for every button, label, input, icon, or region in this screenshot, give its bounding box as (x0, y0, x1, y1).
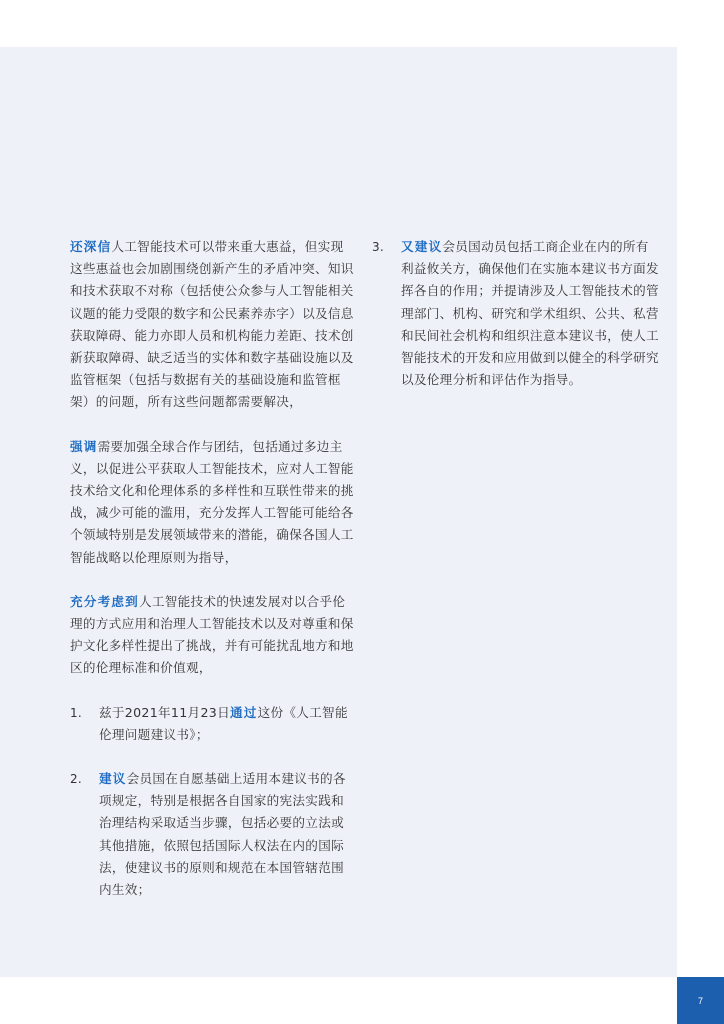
numbered-item (70, 768, 356, 901)
item-number: 3. (372, 240, 385, 254)
item-text: 这份《人工智能伦理问题建议书》； (99, 704, 348, 742)
paragraph (70, 236, 356, 414)
paragraph-text: 需要加强全球合作与团结，包括通过多边主义，以促进公平获取人工智能技术，应对人工智能技术给文化和伦理体系的多样性和互联性带来的挑战，减少可能的滥用，充分发挥人工智能可能给各个领域特别是发展领域带来的潜能，确保各国人工智能战略以伦理原则为指导， (70, 438, 354, 565)
item-number: 1. (70, 705, 83, 720)
keyword: 强调 (70, 438, 98, 454)
paragraph (70, 591, 356, 680)
left-column (70, 236, 356, 923)
item-number: 2. (70, 772, 83, 787)
page-number-tab (677, 977, 724, 1024)
right-column (372, 236, 660, 413)
keyword: 通过 (229, 704, 258, 720)
keyword: 建议 (99, 771, 127, 787)
paragraph (70, 436, 356, 569)
item-text: 会员国在自愿基础上适用本建议书的各项规定，特别是根据各自国家的宪法实践和治理结构采取适当步骤，包括必要的立法或其他措施，依照包括国际人权法在内的国际法，使建议书的原则和规范在本国管辖范围内生效； (99, 771, 346, 898)
item-text: 会员国动员包括工商企业在内的所有利益攸关方，确保他们在实施本建议书方面发挥各自的作用；并提请涉及人工智能技术的管理部门、机构、研究和学术组织、公共、私营和民间社会机构和组织注意本建议书，使人工智能技术的开发和应用做到以健全的科学研究以及伦理分析和评估作为指导。 (401, 239, 659, 388)
paragraph-text: 人工智能技术的快速发展对以合乎伦理的方式应用和治理人工智能技术以及对尊重和保护文化多样性提出了挑战，并有可能扰乱地方和地区的伦理标准和价值观， (70, 593, 354, 676)
paragraph-text: 人工智能技术可以带来重大惠益，但实现这些惠益也会加剧围绕创新产生的矛盾冲突、知识和技术获取不对称（包括使公众参与人工智能相关议题的能力受限的数字和公民素养赤字）以及信息获取障碍、能力亦即人员和机构能力差距、技术创新获取障碍、缺乏适当的实体和数字基础设施以及监管框架（包括与数据有关的基础设施和监管框架）的问题，所有这些问题都需要解决， (70, 239, 354, 410)
numbered-item (372, 236, 660, 391)
keyword: 充分考虑到 (70, 593, 139, 609)
keyword: 又建议 (401, 239, 443, 254)
keyword: 还深信 (70, 239, 112, 254)
numbered-item (70, 702, 356, 746)
item-text-pre: 兹于2021年11月23日 (99, 704, 230, 720)
page-number: 7 (697, 995, 703, 1006)
